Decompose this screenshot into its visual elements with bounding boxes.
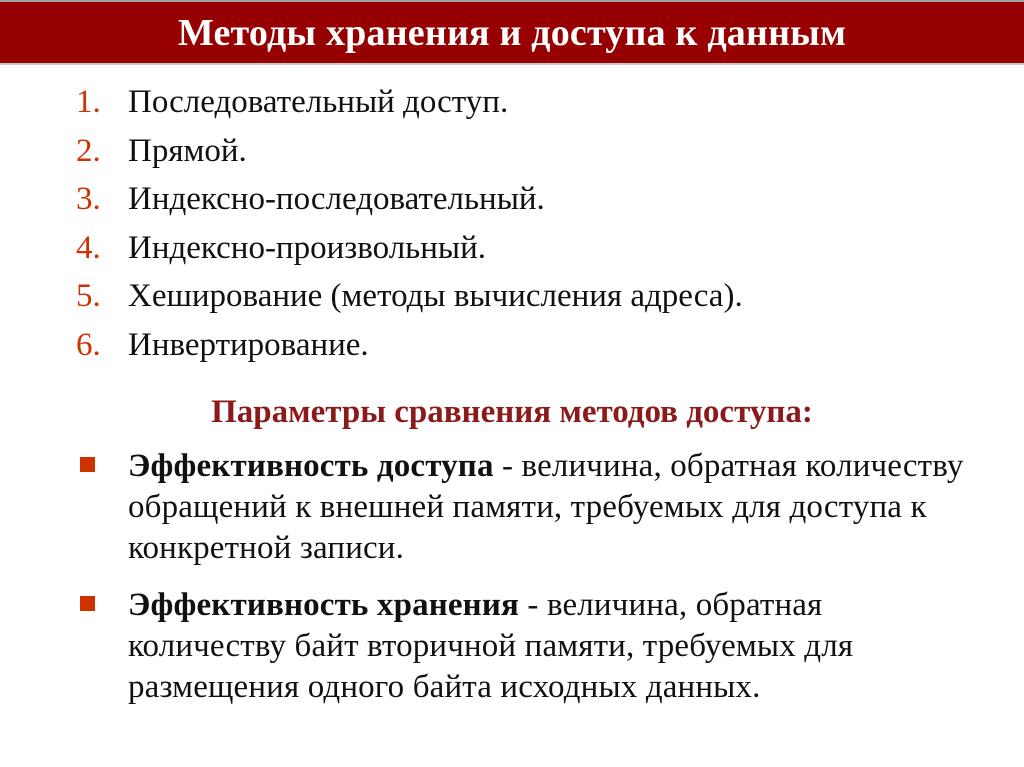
list-item [76, 127, 743, 176]
list-number: 5. [76, 278, 101, 314]
criterion-text [128, 585, 980, 708]
criterion-storage-efficiency [80, 585, 980, 708]
list-item [76, 321, 743, 370]
criterion-text [128, 446, 980, 569]
criterion-access-efficiency [80, 446, 980, 569]
list-item-text: Индексно-последовательный. [128, 181, 545, 217]
criterion-definition: - величина, обратная количеству обращений к внешней памяти, требуемых для доступа к конкретной записи. [128, 448, 964, 566]
methods-list [76, 78, 743, 369]
criterion-term: Эффективность хранения [128, 587, 520, 623]
list-item-text: Прямой. [128, 132, 247, 169]
list-item [76, 272, 743, 321]
criterion-term: Эффективность доступа [128, 448, 494, 484]
list-number: 6. [76, 326, 101, 363]
list-item-text: Индексно-произвольный. [128, 229, 486, 266]
square-bullet-icon [80, 596, 95, 611]
square-bullet-icon [80, 457, 95, 472]
slide-title: Методы хранения и доступа к данным [177, 11, 847, 54]
list-item-text: Хеширование (методы вычисления адреса). [128, 278, 743, 314]
list-number: 3. [76, 181, 101, 217]
list-number: 2. [76, 132, 101, 169]
list-item [76, 78, 743, 127]
title-bar [0, 0, 1024, 65]
list-item-text: Последовательный доступ. [128, 84, 509, 120]
comparison-heading: Параметры сравнения методов доступа: [211, 394, 813, 430]
list-item [76, 175, 743, 224]
list-number: 4. [76, 229, 101, 266]
list-item-text: Инвертирование. [128, 326, 369, 363]
list-number: 1. [76, 84, 101, 120]
criterion-definition: - величина, обратная количеству байт вторичной памяти, требуемых для размещения одного байта исходных данных. [128, 587, 854, 705]
list-item [76, 224, 743, 273]
